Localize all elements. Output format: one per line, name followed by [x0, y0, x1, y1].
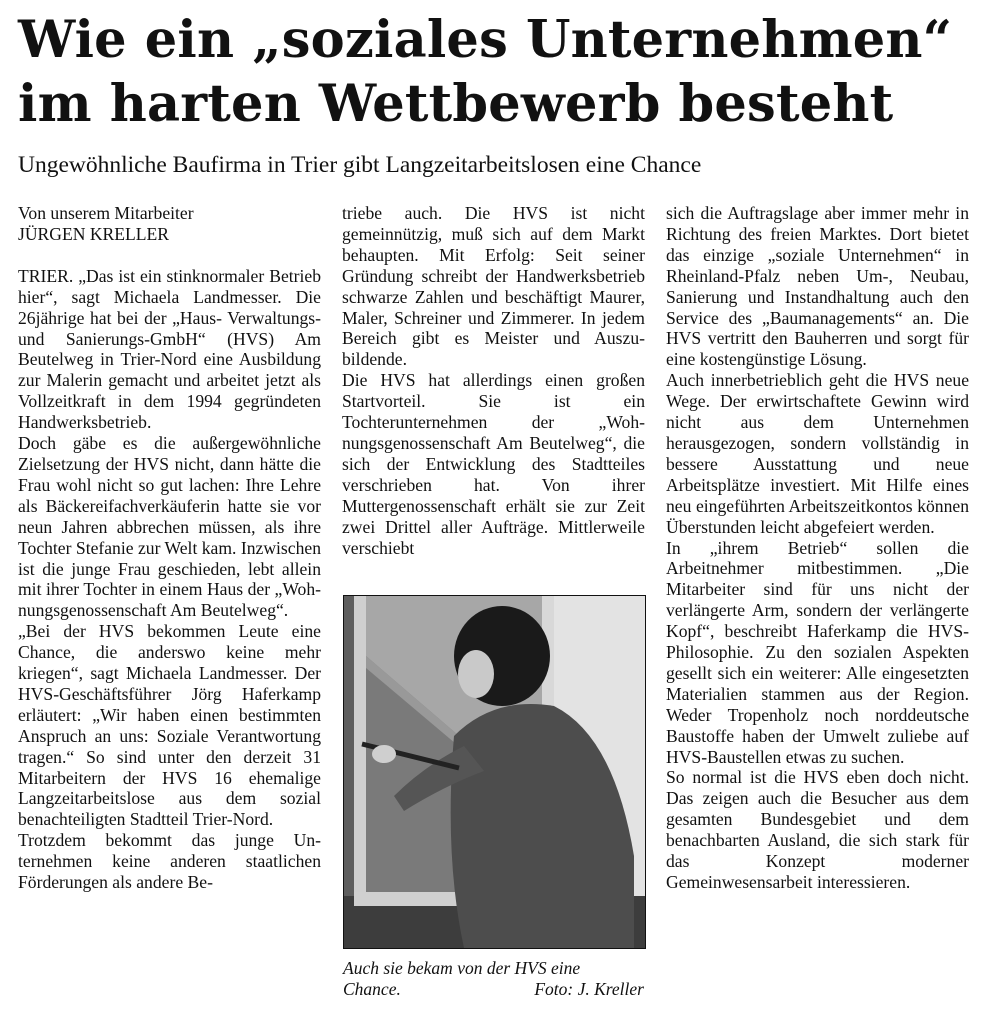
paragraph: Doch gäbe es die außergewöhnliche Zielsetzung der HVS nicht, dann hätte die Frau wohl nicht so gut lachen: Ihre Lehre als Bäckereifachverkäuferin hatte sie vor neun Jahren abbrechen müssen, als ihre Tochter Stefanie zur Welt kam. Inzwischen ist die junge Frau geschieden, lebt allein mit ihrer Tochter in einem Haus der „Wohnungsgenossenschaft Am Beutelweg“.	[18, 433, 321, 621]
paragraph: Trotzdem bekommt das junge Unternehmen keine anderen staatlichen Förderungen als andere Be-	[18, 830, 321, 893]
subheadline: Ungewöhnliche Baufirma in Trier gibt Langzeitarbeitslosen eine Chance	[18, 152, 702, 178]
caption-line-1: Auch sie bekam von der HVS eine	[343, 958, 581, 978]
paragraph: sich die Auftragslage aber immer mehr in Richtung des freien Marktes. Dort bietet das einzige „soziale Unternehmen“ in Rheinland-Pfalz neben Um-, Neubau, Sanierung und Instandhaltung auch den Service des „Baumanagements“ an. Die HVS vertritt den Bauherren und sorgt für eine kostengünstige Lösung.	[666, 203, 969, 370]
caption-line-2: Chance.	[343, 979, 401, 999]
photo-caption	[343, 958, 644, 1000]
paragraph: So normal ist die HVS eben doch nicht. Das zeigen auch die Besucher aus dem gesamten Bundesgebiet und dem benachbarten Ausland, die sich stark für das Konzept moderner Gemeinwesensarbeit interessieren.	[666, 767, 969, 892]
paragraph: Auch innerbetrieblich geht die HVS neue Wege. Der erwirtschaftete Gewinn wird nicht aus dem Unternehmen herausgezogen, sondern vollständig in bessere Ausstattung und neue Arbeitsplätze investiert. Mit Hilfe eines neu eingeführten Arbeitszeitkontos können Überstunden leicht abgefeiert werden.	[666, 370, 969, 537]
article-photo	[343, 595, 646, 949]
headline-line-2: im harten Wettbewerb besteht	[18, 74, 894, 134]
paragraph: In „ihrem Betrieb“ sollen die Arbeitnehmer mitbestimmen. „Die Mitarbeiter sind für uns nicht der verlängerte Arm, sondern der verlängerte Kopf“, beschreibt Haferkamp die HVS-Philosophie. Zu den sozialen Aspekten gesellt sich ein weiterer: Alle eingesetzten Materialien stammen aus der Region. Weder Tropenholz noch norddeutsche Baustoffe haben der Umwelt zuliebe auf HVS-Baustellen etwas zu suchen.	[666, 537, 969, 767]
headline-line-1: Wie ein „soziales Unternehmen“	[18, 10, 953, 70]
byline-label: Von unserem Mitarbeiter	[18, 203, 194, 223]
paragraph: „Bei der HVS bekommen Leute eine Chance, die anderswo keine mehr kriegen“, sagt Michaela Landmesser. Der HVS-Geschäftsführer Jörg Haferkamp erläutert: „Wir haben einen bestimmten Anspruch an uns: Soziale Verantwortung tragen.“ So sind unter den derzeit 31 Mitarbeitern der HVS 16 ehemalige Langzeitarbeitslose aus dem sozial benachteiligten Stadtteil Trier-Nord.	[18, 621, 321, 830]
byline-author: JÜRGEN KRELLER	[18, 223, 170, 244]
byline	[18, 203, 321, 245]
article-column-2	[342, 203, 645, 558]
photo-credit: Foto: J. Kreller	[534, 979, 644, 999]
article-column-3	[666, 203, 969, 893]
article-column-1	[18, 203, 321, 893]
paragraph: TRIER. „Das ist ein stinknormaler Betrieb hier“, sagt Michaela Landmesser. Die 26jährige hat bei der „Haus- Verwaltungs- und Sanierungs-GmbH“ (HVS) Am Beutelweg in Trier-Nord eine Ausbildung zur Malerin gemacht und arbeitet jetzt als Vollzeitkraft in dem 1994 gegründeten Handwerksbetrieb.	[18, 265, 321, 433]
paragraph: triebe auch. Die HVS ist nicht gemeinnützig, muß sich auf dem Markt behaupten. Mit Erfolg: Seit seiner Gründung schreibt der Handwerksbetrieb schwarze Zahlen und beschäftigt Maurer, Maler, Schreiner und Zimmerer. In jedem Bereich gibt es Meister und Auszubildende.	[342, 203, 645, 370]
photo-illustration	[344, 596, 645, 948]
paragraph: Die HVS hat allerdings einen großen Startvorteil. Sie ist ein Tochterunternehmen der „Wohnungsgenossenschaft Am Beutelweg“, die sich der Entwicklung des Stadtteiles verschrieben hat. Von ihrer Muttergenossenschaft erhält sie zur Zeit zwei Drittel aller Aufträge. Mittlerweile verschiebt	[342, 370, 645, 558]
headline	[18, 8, 968, 136]
